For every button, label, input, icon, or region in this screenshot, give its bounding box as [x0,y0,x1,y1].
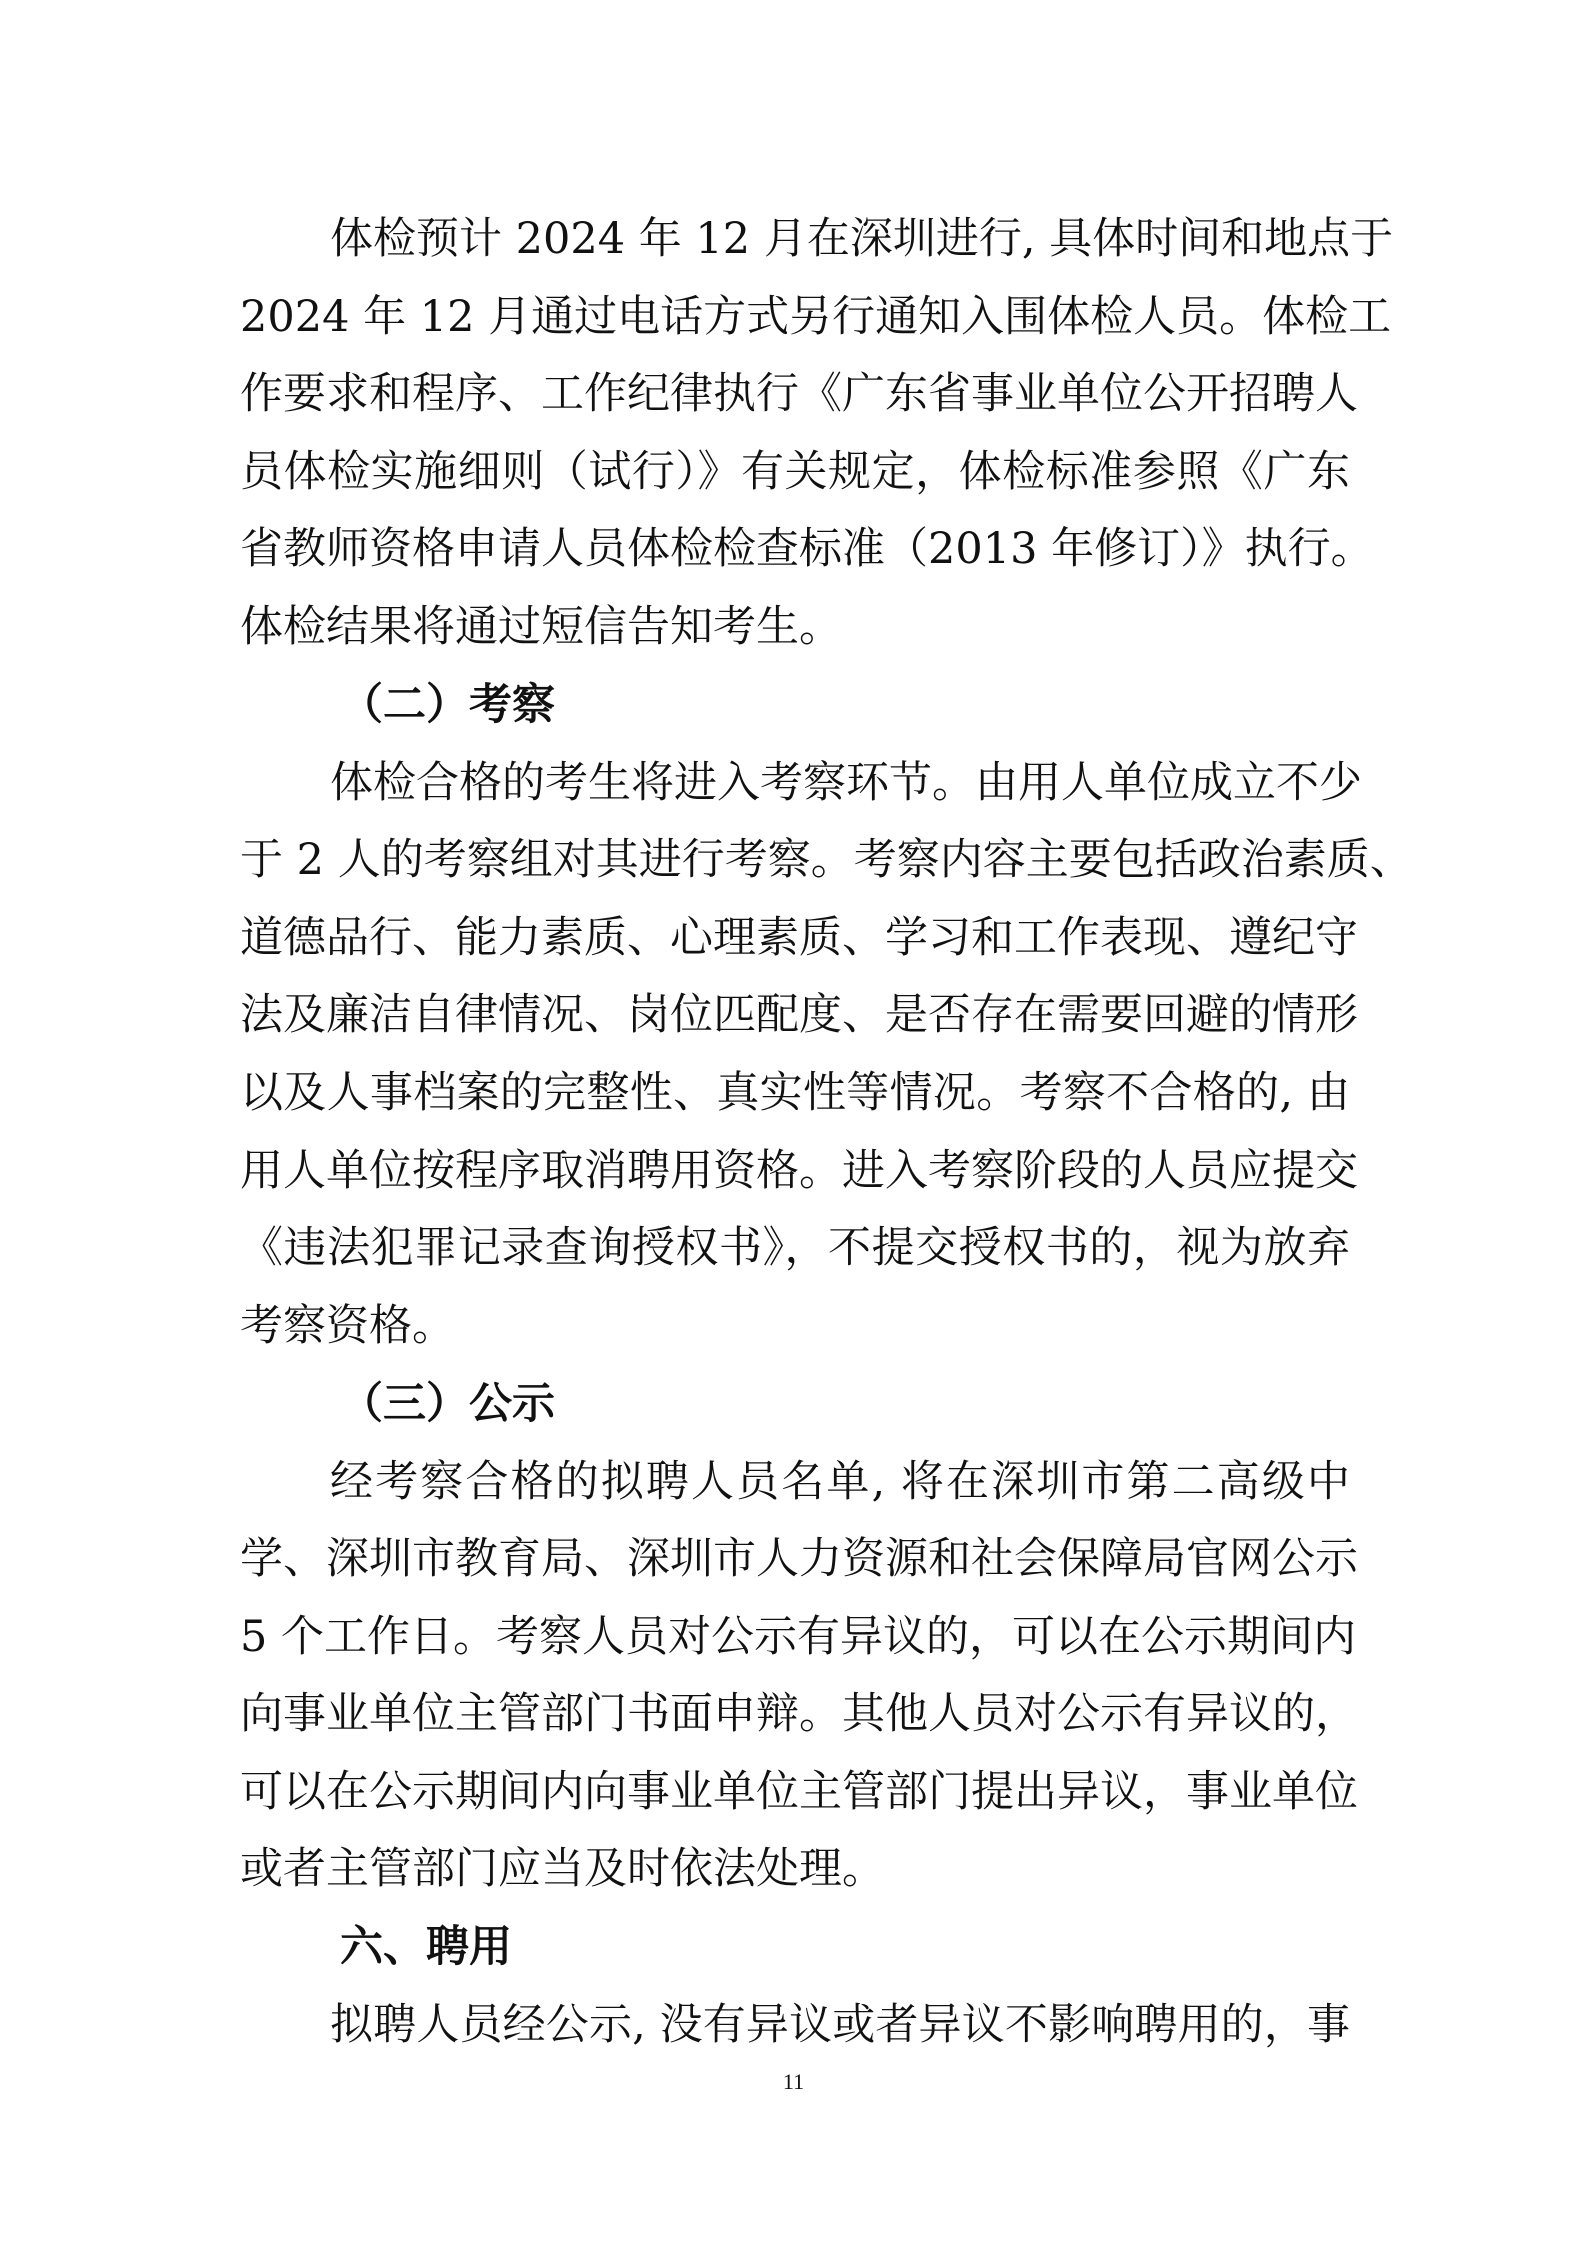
paragraph-line: 拟聘人员经公示, 没有异议或者异议不影响聘用的，事 [330,2000,1350,2050]
paragraph-line: 可以在公示期间内向事业单位主管部门提出异议，事业单位 [240,1767,1358,1817]
paragraph-line: 《违法犯罪记录查询授权书》，不提交授权书的，视为放弃 [240,1223,1350,1273]
paragraph-line: 道德品行、能力素质、心理素质、学习和工作表现、遵纪守 [240,913,1358,963]
paragraph-line: 经考察合格的拟聘人员名单, 将在深圳市第二高级中 [330,1457,1350,1507]
paragraph-line: 员体检实施细则（试行）》有关规定，体检标准参照《广东 [240,447,1350,497]
page-number: 11 [782,2069,805,2094]
paragraph-line: 作要求和程序、工作纪律执行《广东省事业单位公开招聘人 [240,369,1358,419]
section-heading: （三）公示 [340,1379,555,1429]
paragraph-line: 2024 年 12 月通过电话方式另行通知入围体检人员。体检工 [240,292,1392,342]
paragraph-line: 体检预计 2024 年 12 月在深圳进行, 具体时间和地点于 [330,214,1394,264]
paragraph-line: 或者主管部门应当及时依法处理。 [240,1844,885,1894]
paragraph-line: 省教师资格申请人员体检检查标准（2013 年修订）》执行。 [240,524,1374,574]
paragraph-line: 体检合格的考生将进入考察环节。由用人单位成立不少 [330,758,1362,808]
paragraph-line: 法及廉洁自律情况、岗位匹配度、是否存在需要回避的情形 [240,990,1358,1040]
paragraph-line: 于 2 人的考察组对其进行考察。考察内容主要包括政治素质、 [240,835,1413,885]
paragraph-line: 考察资格。 [240,1301,455,1351]
paragraph-line: 以及人事档案的完整性、真实性等情况。考察不合格的, 由 [240,1068,1350,1118]
section-heading: （二）考察 [340,680,555,730]
section-heading: 六、聘用 [340,1922,512,1972]
paragraph-line: 5 个工作日。考察人员对公示有异议的，可以在公示期间内 [240,1612,1357,1662]
paragraph-line: 学、深圳市教育局、深圳市人力资源和社会保障局官网公示 [240,1534,1358,1584]
paragraph-line: 体检结果将通过短信告知考生。 [240,602,842,652]
paragraph-line: 用人单位按程序取消聘用资格。进入考察阶段的人员应提交 [240,1146,1358,1196]
paragraph-line: 向事业单位主管部门书面申辩。其他人员对公示有异议的， [240,1689,1358,1739]
